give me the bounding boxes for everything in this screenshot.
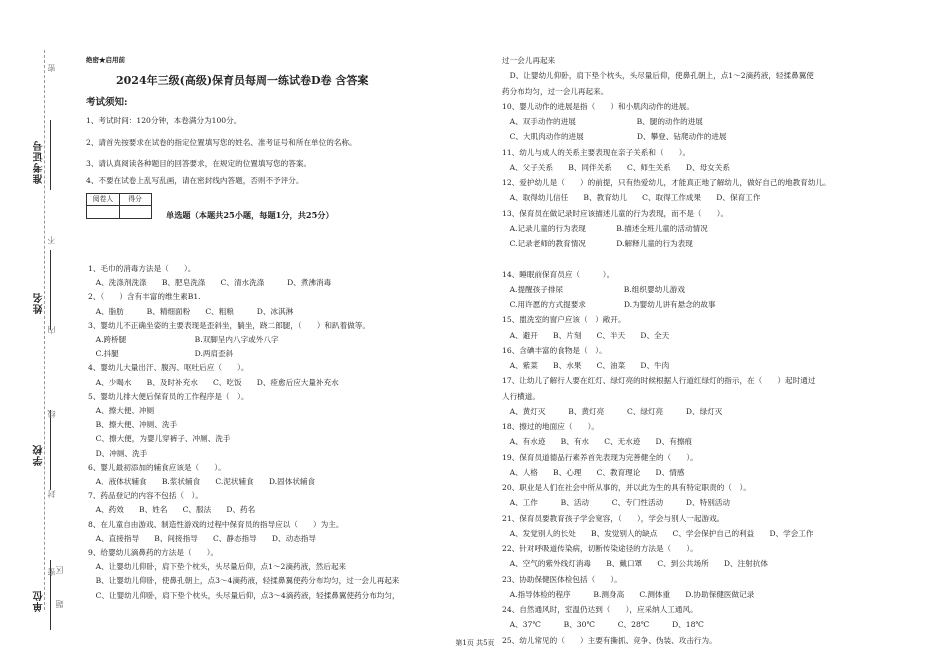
question-line: 4、婴幼儿大量出汗、腹泻、呕吐后应（ ）。: [88, 363, 249, 373]
margin-label-name: 姓名: [34, 292, 45, 314]
question-line: 6、婴儿最初添加的辅食应该是（ ）。: [88, 462, 226, 472]
seal-line: [44, 50, 45, 610]
question-line: 20、职业是人们在社会中所从事的，并以此为生的具有特定职责的（ ）。: [502, 483, 751, 492]
option-line: A、少喝水 B、及时补充水 C、吃饭 D、痊愈后应大量补充水: [88, 377, 339, 387]
score-box: [86, 193, 152, 219]
margin-label-school: 学校: [34, 444, 45, 466]
margin-label-unit: 单位: [34, 590, 45, 612]
option-line: A、发觉别人的长处 B、发觉别人的缺点 C、学会保护自己的利益 D、学会工作: [502, 528, 814, 538]
page-footer: 第1页 共5页: [455, 639, 495, 647]
option-line: A.记录儿童的行为表现 B.描述全班儿童的活动情况: [502, 223, 708, 233]
question-line: 过一会儿再起来: [502, 56, 556, 65]
question-line: 14、睡眠前保育员应（ ）。: [502, 269, 615, 279]
margin-underline: [50, 250, 51, 330]
option-line: A、人格 B、心理 C、教育理论 D、情感: [502, 467, 685, 477]
option-line: A、洗涤剂洗涤 B、肥皂洗涤 C、清水洗涤 D、煮沸消毒: [88, 278, 332, 288]
margin-mark: 题: [55, 600, 64, 608]
option-line: A、取得幼儿信任 B、教育幼儿 C、取得工作成果 D、保育工作: [502, 193, 761, 203]
question-line: 9、给婴幼儿滴鼻药的方法是（ ）。: [88, 548, 219, 557]
option-line: C、让婴幼儿仰卧，肩下垫个枕头，头尽量后仰，点3～4滴药液，轻揉鼻翼使药分布均匀，: [88, 590, 400, 600]
question-line: 19、保育员道德品行素养首先表现为完善健全的（ ）。: [502, 452, 698, 462]
question-line: 2、（ ）含有丰富的维生素B1.: [88, 292, 201, 302]
option-line: C.用许愿的方式提要求 D.为婴幼儿讲有悬念的故事: [502, 300, 716, 309]
option-line: A.跨桥腿 B.双脚呈内八字或外八字: [88, 335, 279, 344]
question-line: 24、自然通风时，室温仍达到（ ），应采纳人工通风。: [502, 605, 698, 614]
option-line: A、脂肪 B、精细面粉 C、粗粮 D、冰淇淋: [88, 306, 294, 316]
notice-item: 3、请认真阅读各种题目的回答要求，在规定的位置填写您的答案。: [86, 159, 312, 168]
option-line: A、空气的紫外线灯消毒 B、戴口罩 C、到公共场所 D、注射抗体: [502, 559, 768, 569]
margin-mark: 封: [47, 490, 56, 498]
margin-underline: [50, 410, 51, 490]
margin-underline: [50, 120, 51, 190]
option-line: A、药效 B、姓名 C、服法 D、药名: [88, 505, 256, 515]
option-line: A、黄灯灭 B、黄灯亮 C、绿灯亮 D、绿灯灭: [502, 406, 723, 416]
notice-item: 4、不要在试卷上乱写乱画，请在密封线内答题，否则不予评分。: [86, 176, 304, 185]
margin-label-exam-id: 准考证号: [34, 140, 45, 184]
margin-mark: 密: [47, 568, 56, 576]
question-line: 1、毛巾的消毒方法是（ ）。: [88, 264, 196, 273]
question-line: 7、药品登记的内容不包括（ ）。: [88, 491, 203, 501]
question-line: 10、婴儿动作的进展是指（ ）和小肌肉动作的进展。: [502, 101, 694, 111]
option-line: A、擦大便、冲厕: [88, 406, 155, 415]
margin-mark: 线: [47, 410, 56, 418]
option-line: C、擦大便，为婴儿穿裤子、冲厕、洗手: [88, 434, 231, 444]
margin-mark: 密: [47, 64, 56, 72]
margin-mark: 区: [55, 566, 64, 574]
notice-item: 1、考试时间：120分钟，本卷满分为100分。: [86, 116, 242, 125]
option-line: B、擦大便、冲厕、洗手: [88, 420, 178, 430]
option-line: A、避开 B、片刻 C、半天 D、全天: [502, 330, 670, 340]
option-line: D、让婴幼儿仰卧，肩下垫个枕头，头尽量后仰，使鼻孔朝上，点1～2滴药液，轻揉鼻翼使: [502, 71, 814, 81]
question-line: 16、含碘丰富的食物是（ ）。: [502, 345, 607, 355]
option-line: B、让婴幼儿仰卧，使鼻孔朝上，点3～4滴药液，轻揉鼻翼使药分布均匀，过一会儿再起来: [88, 576, 400, 586]
question-line: 21、保育员要教育孩子学会宽容，（ ），学会与别人一起游戏。: [502, 513, 725, 523]
option-line: A.提醒孩子排尿 B.组织婴幼儿游戏: [502, 284, 685, 294]
option-line: A、紫菜 B、水果 C、油菜 D、牛肉: [502, 361, 670, 370]
option-line: A、有水迹 B、有水 C、无水迹 D、有擦痕: [502, 437, 693, 447]
question-line: 人行横道。: [502, 391, 540, 401]
option-line: A、直接指导 B、间接指导 C、静态指导 D、动态指导: [88, 533, 316, 543]
option-line: C.记录老师的教育情况 D.解释儿童的行为表现: [502, 239, 693, 248]
notice-item: 2、请首先按要求在试卷的指定位置填写您的姓名、准考证号和所在单位的名称。: [86, 138, 357, 147]
question-line: 18、擦过的地面应（ ）。: [502, 422, 599, 431]
question-line: 25、幼儿常见的（ ）主要有撕抓、竞争、伪装、攻击行为。: [502, 635, 717, 645]
option-line: C、大肌肉动作的进展 D、攀登、钻爬动作的进展: [502, 132, 727, 142]
question-line: 药分布均匀，过一会儿再起来。: [502, 86, 609, 96]
score-box-score: 得分: [128, 195, 142, 203]
question-line: 17、让幼儿了解行人要在红灯、绿灯亮的时候根据人行道红绿灯的指示，在（ ）起时通过: [502, 376, 816, 386]
score-box-reviewer: 阅卷人: [92, 195, 114, 203]
notice-heading: 考试须知:: [86, 97, 128, 108]
margin-mark: 不: [47, 236, 56, 244]
option-line: A、双手动作的进展 B、腿的动作的进展: [502, 117, 703, 126]
question-line: 12、爱护幼儿是（ ）的前提，只有热爱幼儿，才能真正地了解幼儿，做好自己的地教育幼儿。: [502, 178, 831, 187]
question-line: 8、在儿童自由游戏、制造性游戏的过程中保育员的指导应以（ ）为主。: [88, 519, 344, 529]
question-line: 15、盥洗室的窗户应该（ ）敞开。: [502, 315, 626, 325]
section-title: 单选题（本题共25小题，每题1分，共25分）: [166, 210, 334, 220]
question-line: 22、针对呼吸道传染病，切断传染途径的方法是（ ）。: [502, 544, 698, 553]
question-line: 13、保育员在做记录时应该描述儿童的行为表现，而不是（ ）。: [502, 208, 729, 218]
question-line: 5、婴幼儿排大便后保育员的工作程序是（ ）。: [88, 391, 249, 401]
option-line: A.指导体检的程序 B.测身高 C.测体重 D.协助保健医做记录: [502, 589, 755, 599]
question-line: 3、婴幼儿不正确坐姿的主要表现是歪斜坐，躺坐，跷二郎腿，（ ）和趴着做等。: [88, 320, 370, 330]
option-line: A、37℃ B、30℃ C、28℃ D、18℃: [502, 620, 704, 630]
option-line: C.抖腿 D.两肩歪斜: [88, 349, 234, 359]
option-line: A、工作 B、活动 C、专门性活动 D、特别活动: [502, 498, 730, 508]
option-line: A．液体状辅食 B.浆状辅食 C.泥状辅食 D.固体状辅食: [88, 477, 316, 486]
confidential-tag: 绝密★启用前: [86, 56, 125, 64]
question-line: 23、协助保健医体检包括（ ）。: [502, 574, 622, 584]
option-line: D、冲厕、洗手: [88, 448, 148, 458]
question-line: 11、幼儿与成人的关系主要表现在亲子关系和（ ）。: [502, 147, 691, 157]
option-line: A、让婴幼儿仰卧，肩下垫个枕头，头尽量后仰，点1～2滴药液，然后起来: [88, 562, 347, 572]
binding-margin: [0, 0, 64, 671]
margin-mark: 内: [47, 326, 56, 334]
option-line: A、父子关系 B、同伴关系 C、师生关系 D、母女关系: [502, 162, 730, 172]
page-title: 2024年三级(高级)保育员每周一练试卷D卷 含答案: [116, 74, 369, 87]
